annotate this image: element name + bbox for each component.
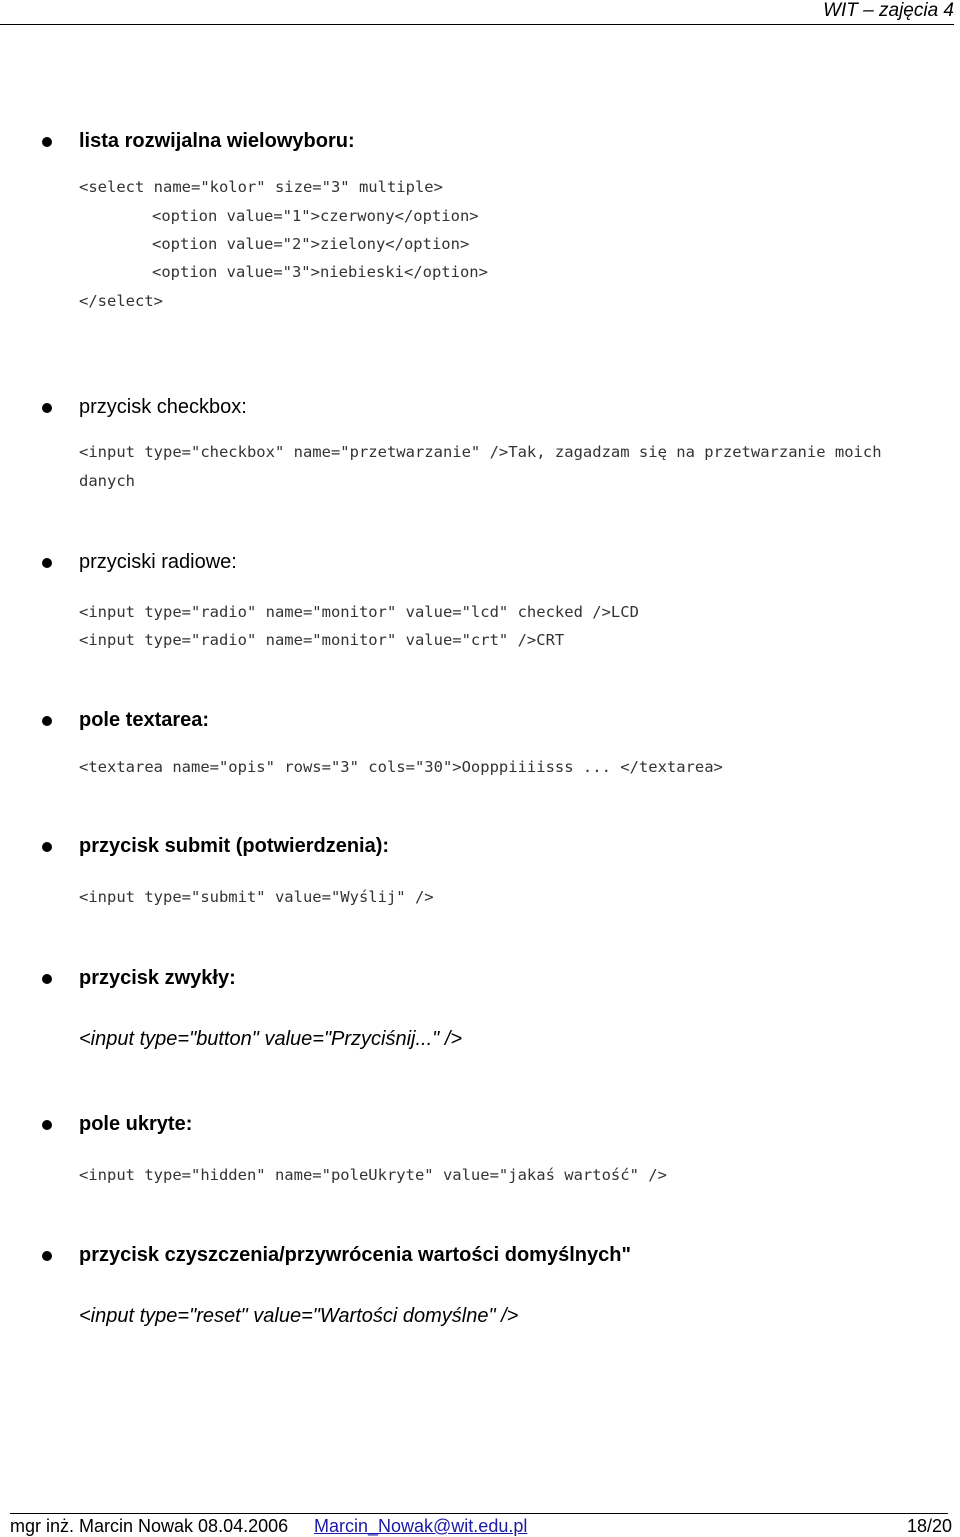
code-line: <input type="hidden" name="poleUkryte" value="jakaś wartość" /> bbox=[79, 1166, 667, 1184]
code-line: <textarea name="opis" rows="3" cols="30">Oopppiiiisss ... </textarea> bbox=[79, 758, 723, 776]
code-line: </select> bbox=[79, 292, 163, 310]
code-line: <input type="checkbox" name="przetwarzanie" />Tak, zagadzam się na przetwarzanie moich bbox=[79, 443, 882, 461]
bullet-icon bbox=[42, 974, 52, 984]
footer-email-link[interactable]: Marcin_Nowak@wit.edu.pl bbox=[314, 1516, 528, 1536]
code-line: <option value="3">niebieski</option> bbox=[152, 263, 488, 281]
plain-code-line: <input type="reset" value="Wartości domyślne" /> bbox=[79, 1305, 519, 1327]
code-line: <input type="radio" name="monitor" value="lcd" checked />LCD bbox=[79, 603, 639, 621]
footer-page-number: 18/20 bbox=[906, 1516, 952, 1536]
bullet-icon bbox=[42, 716, 52, 726]
section-heading-reset: przycisk czyszczenia/przywrócenia wartości domyślnych" bbox=[79, 1244, 631, 1266]
bullet-icon bbox=[42, 403, 52, 413]
section-heading-select: lista rozwijalna wielowyboru: bbox=[79, 130, 355, 152]
bullet-icon bbox=[42, 137, 52, 147]
bullet-icon bbox=[42, 558, 52, 568]
bullet-icon bbox=[42, 1120, 52, 1130]
header-title: WIT – zajęcia 4 bbox=[823, 0, 954, 21]
footer-email-wrap bbox=[314, 1516, 527, 1536]
section-heading-textarea: pole textarea: bbox=[79, 709, 210, 731]
code-line: <option value="1">czerwony</option> bbox=[152, 207, 479, 225]
section-heading-submit: przycisk submit (potwierdzenia): bbox=[79, 835, 390, 857]
plain-code-line: <input type="button" value="Przyciśnij..." /> bbox=[79, 1028, 463, 1050]
code-line: danych bbox=[79, 472, 135, 490]
section-heading-hidden: pole ukryte: bbox=[79, 1113, 193, 1135]
code-line: <select name="kolor" size="3" multiple> bbox=[79, 178, 443, 196]
code-line: <option value="2">zielony</option> bbox=[152, 235, 470, 253]
section-heading-checkbox: przycisk checkbox: bbox=[79, 396, 247, 418]
code-line: <input type="submit" value="Wyślij" /> bbox=[79, 888, 434, 906]
bullet-icon bbox=[42, 1251, 52, 1261]
footer-divider bbox=[10, 1513, 948, 1514]
page-header bbox=[0, 0, 954, 25]
bullet-icon bbox=[42, 842, 52, 852]
code-line: <input type="radio" name="monitor" value="crt" />CRT bbox=[79, 631, 565, 649]
footer-author: mgr inż. Marcin Nowak 08.04.2006 bbox=[10, 1516, 289, 1536]
section-heading-radio: przyciski radiowe: bbox=[79, 551, 237, 573]
section-heading-button: przycisk zwykły: bbox=[79, 967, 236, 989]
